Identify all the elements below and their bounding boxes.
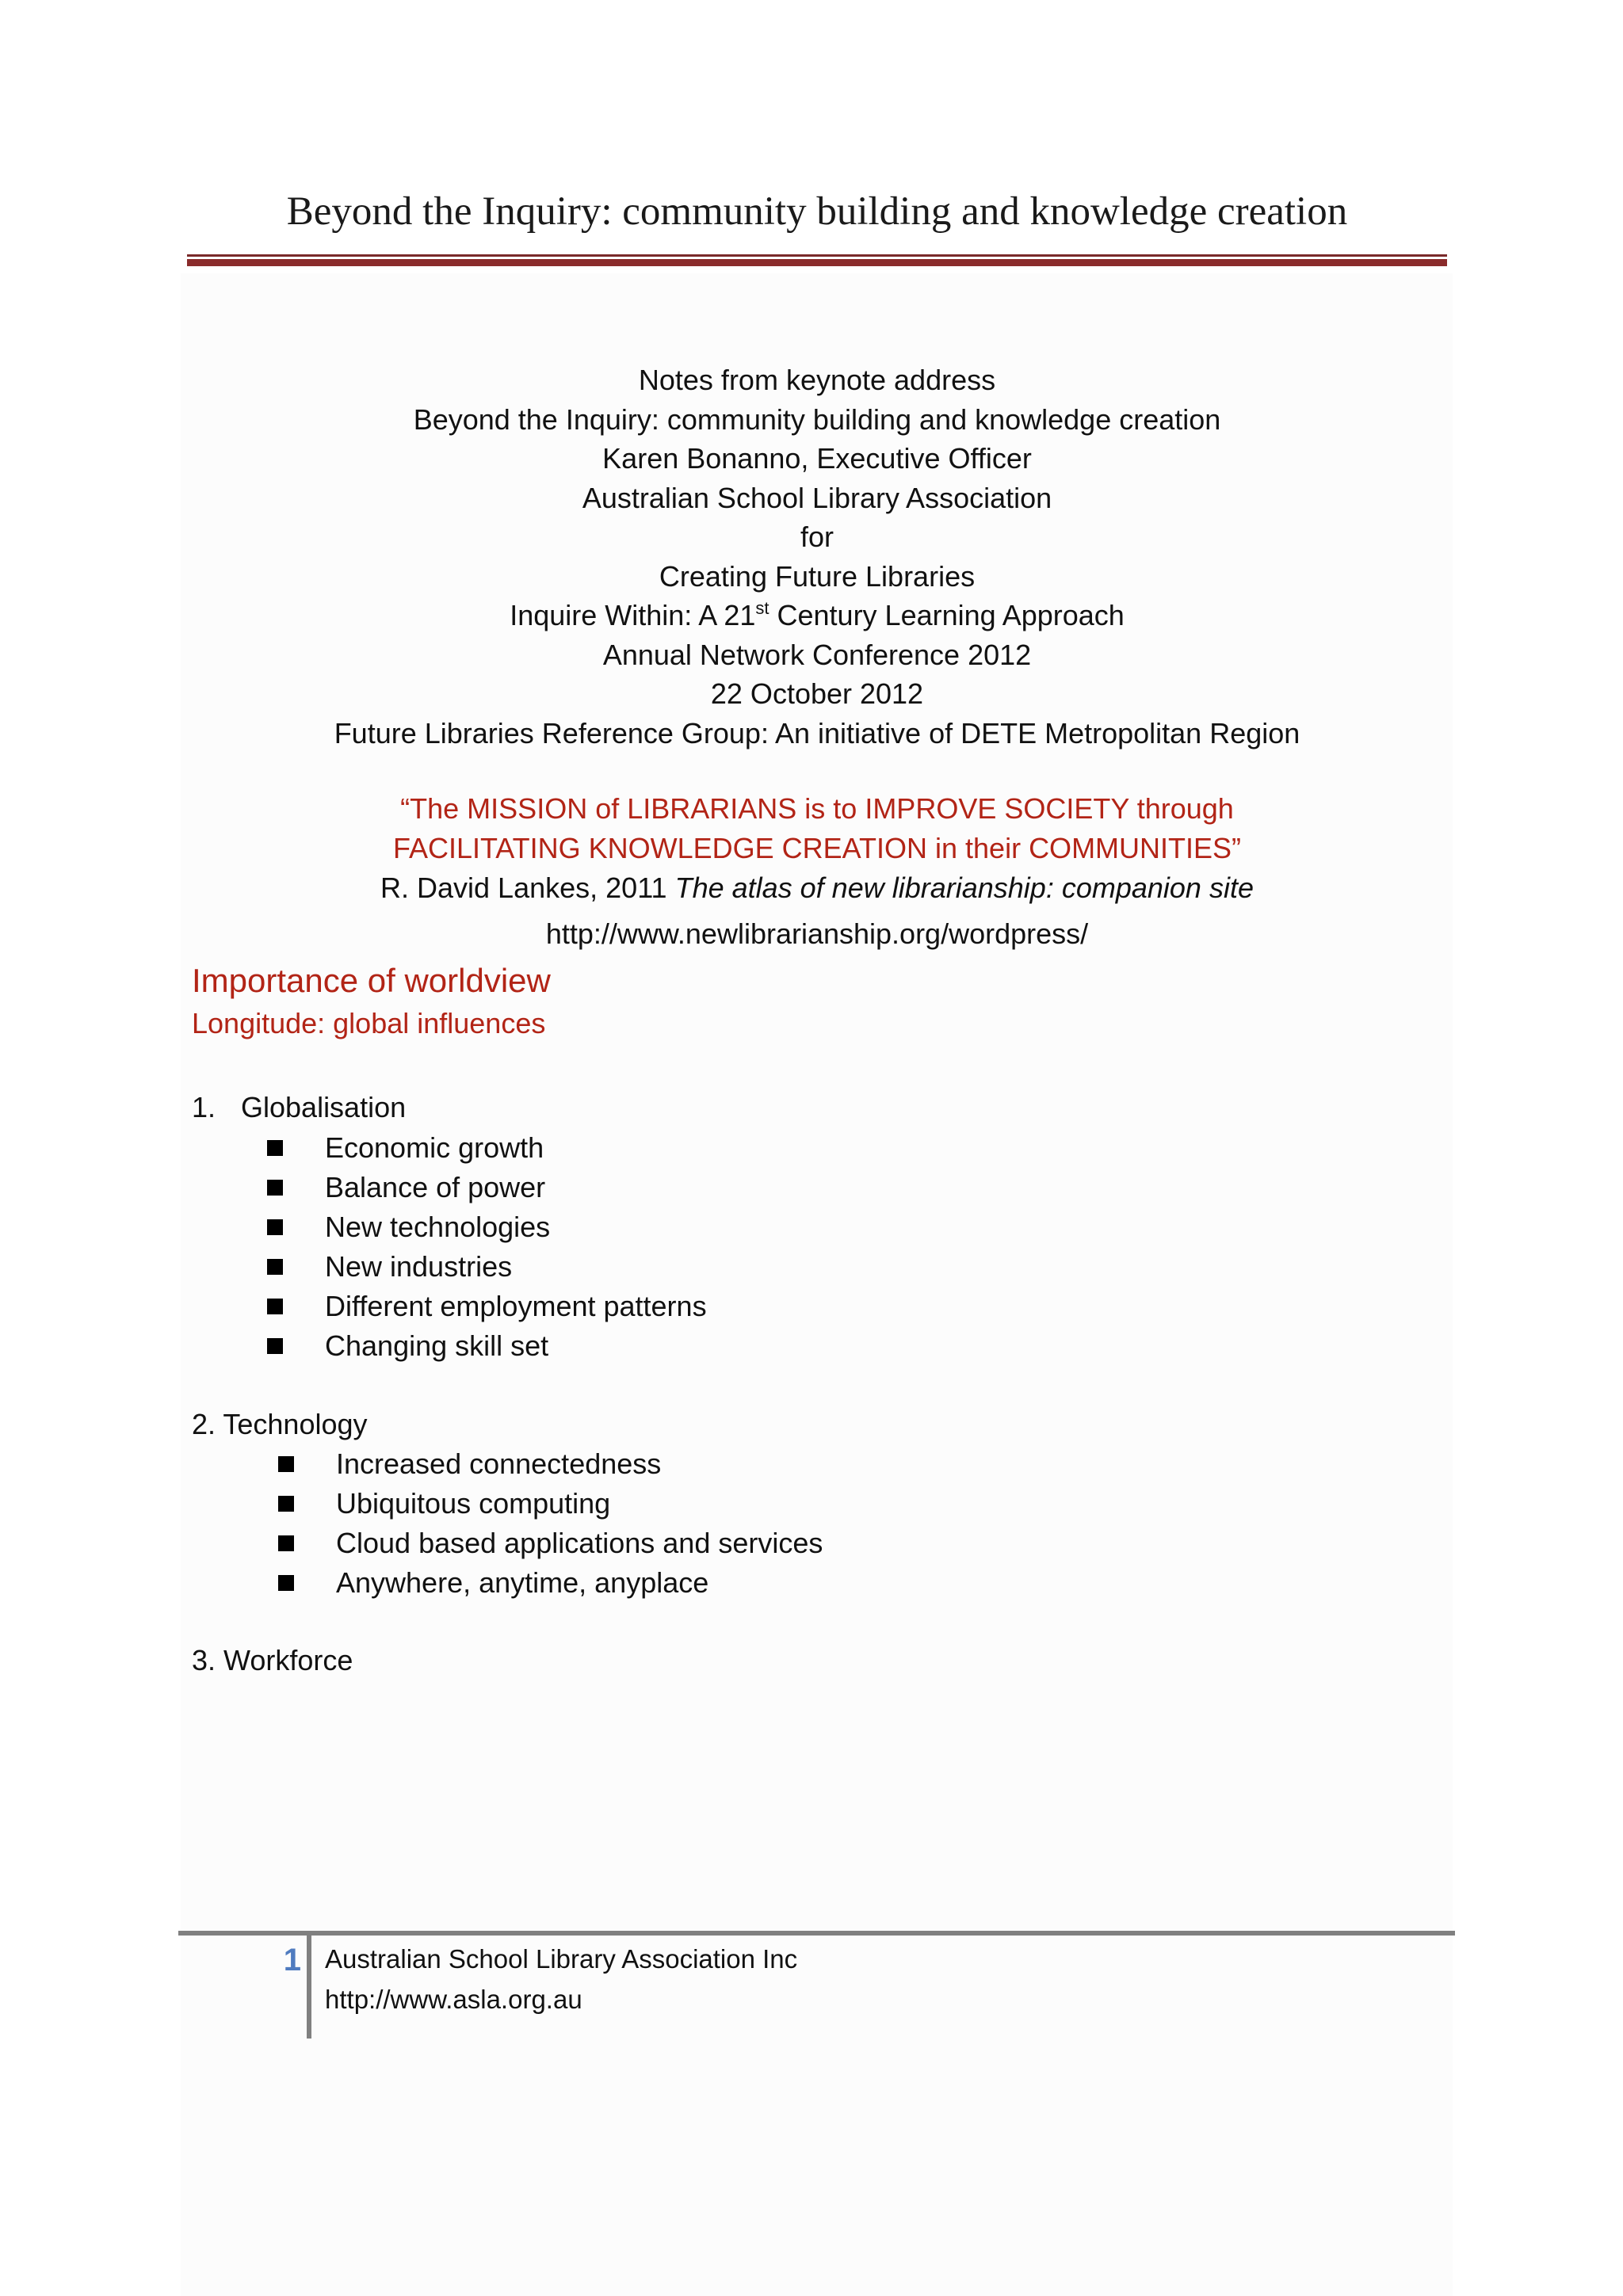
list-item-text: Balance of power [325,1171,546,1203]
quote-line: FACILITATING KNOWLEDGE CREATION in their COMMUNITIES” [392,832,1242,864]
section-heading-worldview: Importance of worldview [192,962,551,999]
intro-line: Australian School Library Association [582,481,1052,514]
technology-list [278,1444,823,1603]
attribution-work: The atlas of new librarianship: companion site [674,871,1254,904]
attribution-author: R. David Lankes, 2011 [380,871,675,904]
list-item-text: Different employment patterns [325,1290,707,1322]
section-technology: 2. Technology [192,1408,368,1440]
document-title: Beyond the Inquiry: community building and knowledge creation [286,189,1348,234]
square-bullet-icon [278,1496,294,1512]
inquire-line-end: Century Learning Approach [769,599,1125,631]
intro-line: Creating Future Libraries [659,559,976,593]
square-bullet-icon [278,1535,294,1551]
list-item [267,1287,707,1326]
inquire-line-start: Inquire Within: A 21 [510,599,756,631]
list-item [267,1247,707,1287]
outro-line: Future Libraries Reference Group: An initiative of DETE Metropolitan Region [334,716,1300,749]
section-number: 1. [192,1091,216,1123]
inquire-line [187,596,1447,635]
list-item-text: Ubiquitous computing [336,1487,611,1520]
square-bullet-icon [267,1299,283,1314]
footer-website: http://www.asla.org.au [325,1985,582,2014]
list-item-text: Cloud based applications and services [336,1527,823,1559]
title-divider-thin [187,254,1447,257]
list-item-text: New industries [325,1250,513,1283]
square-bullet-icon [278,1456,294,1472]
section-workforce: 3. Workforce [192,1644,353,1676]
list-item-text: Changing skill set [325,1329,549,1362]
footer-vertical-divider [307,1936,311,2039]
mission-quote [187,789,1447,868]
footer-info [325,1939,797,2019]
list-item-text: Anywhere, anytime, anyplace [336,1566,709,1599]
subheading-longitude: Longitude: global influences [192,1007,546,1039]
page-number: 1 [283,1943,301,1978]
list-item-text: New technologies [325,1211,551,1243]
list-item [278,1484,823,1524]
list-item [267,1326,707,1366]
list-item [278,1563,823,1603]
footer-organization: Australian School Library Association Inc [325,1944,798,1974]
intro-line: for [800,521,834,553]
list-item [267,1128,707,1168]
intro-line: Notes from keynote address [638,364,996,396]
list-item [267,1168,707,1207]
list-item [267,1207,707,1247]
title-divider-thick [187,259,1447,266]
intro-line: Karen Bonanno, Executive Officer [602,442,1032,475]
square-bullet-icon [267,1180,283,1196]
square-bullet-icon [278,1575,294,1591]
square-bullet-icon [267,1219,283,1235]
intro-line: Beyond the Inquiry: community building and knowledge creation [413,402,1221,436]
section-label: Globalisation [241,1091,407,1123]
list-item [278,1524,823,1563]
quote-line: “The MISSION of LIBRARIANS is to IMPROVE SOCIETY through [400,792,1234,825]
footer-divider [178,1931,1455,1936]
quote-attribution [187,868,1447,908]
outro-line: Annual Network Conference 2012 [602,638,1032,671]
companion-site-url: http://www.newlibrarianship.org/wordpress/ [545,917,1089,950]
square-bullet-icon [267,1140,283,1156]
square-bullet-icon [267,1338,283,1354]
list-item [278,1444,823,1484]
list-item-text: Economic growth [325,1131,544,1164]
ordinal-superscript: st [755,598,769,618]
list-item-text: Increased connectedness [336,1447,662,1480]
globalisation-list [267,1128,707,1366]
keynote-details [187,360,1447,753]
outro-line: 22 October 2012 [710,677,924,710]
square-bullet-icon [267,1259,283,1275]
section-globalisation [192,1089,406,1127]
